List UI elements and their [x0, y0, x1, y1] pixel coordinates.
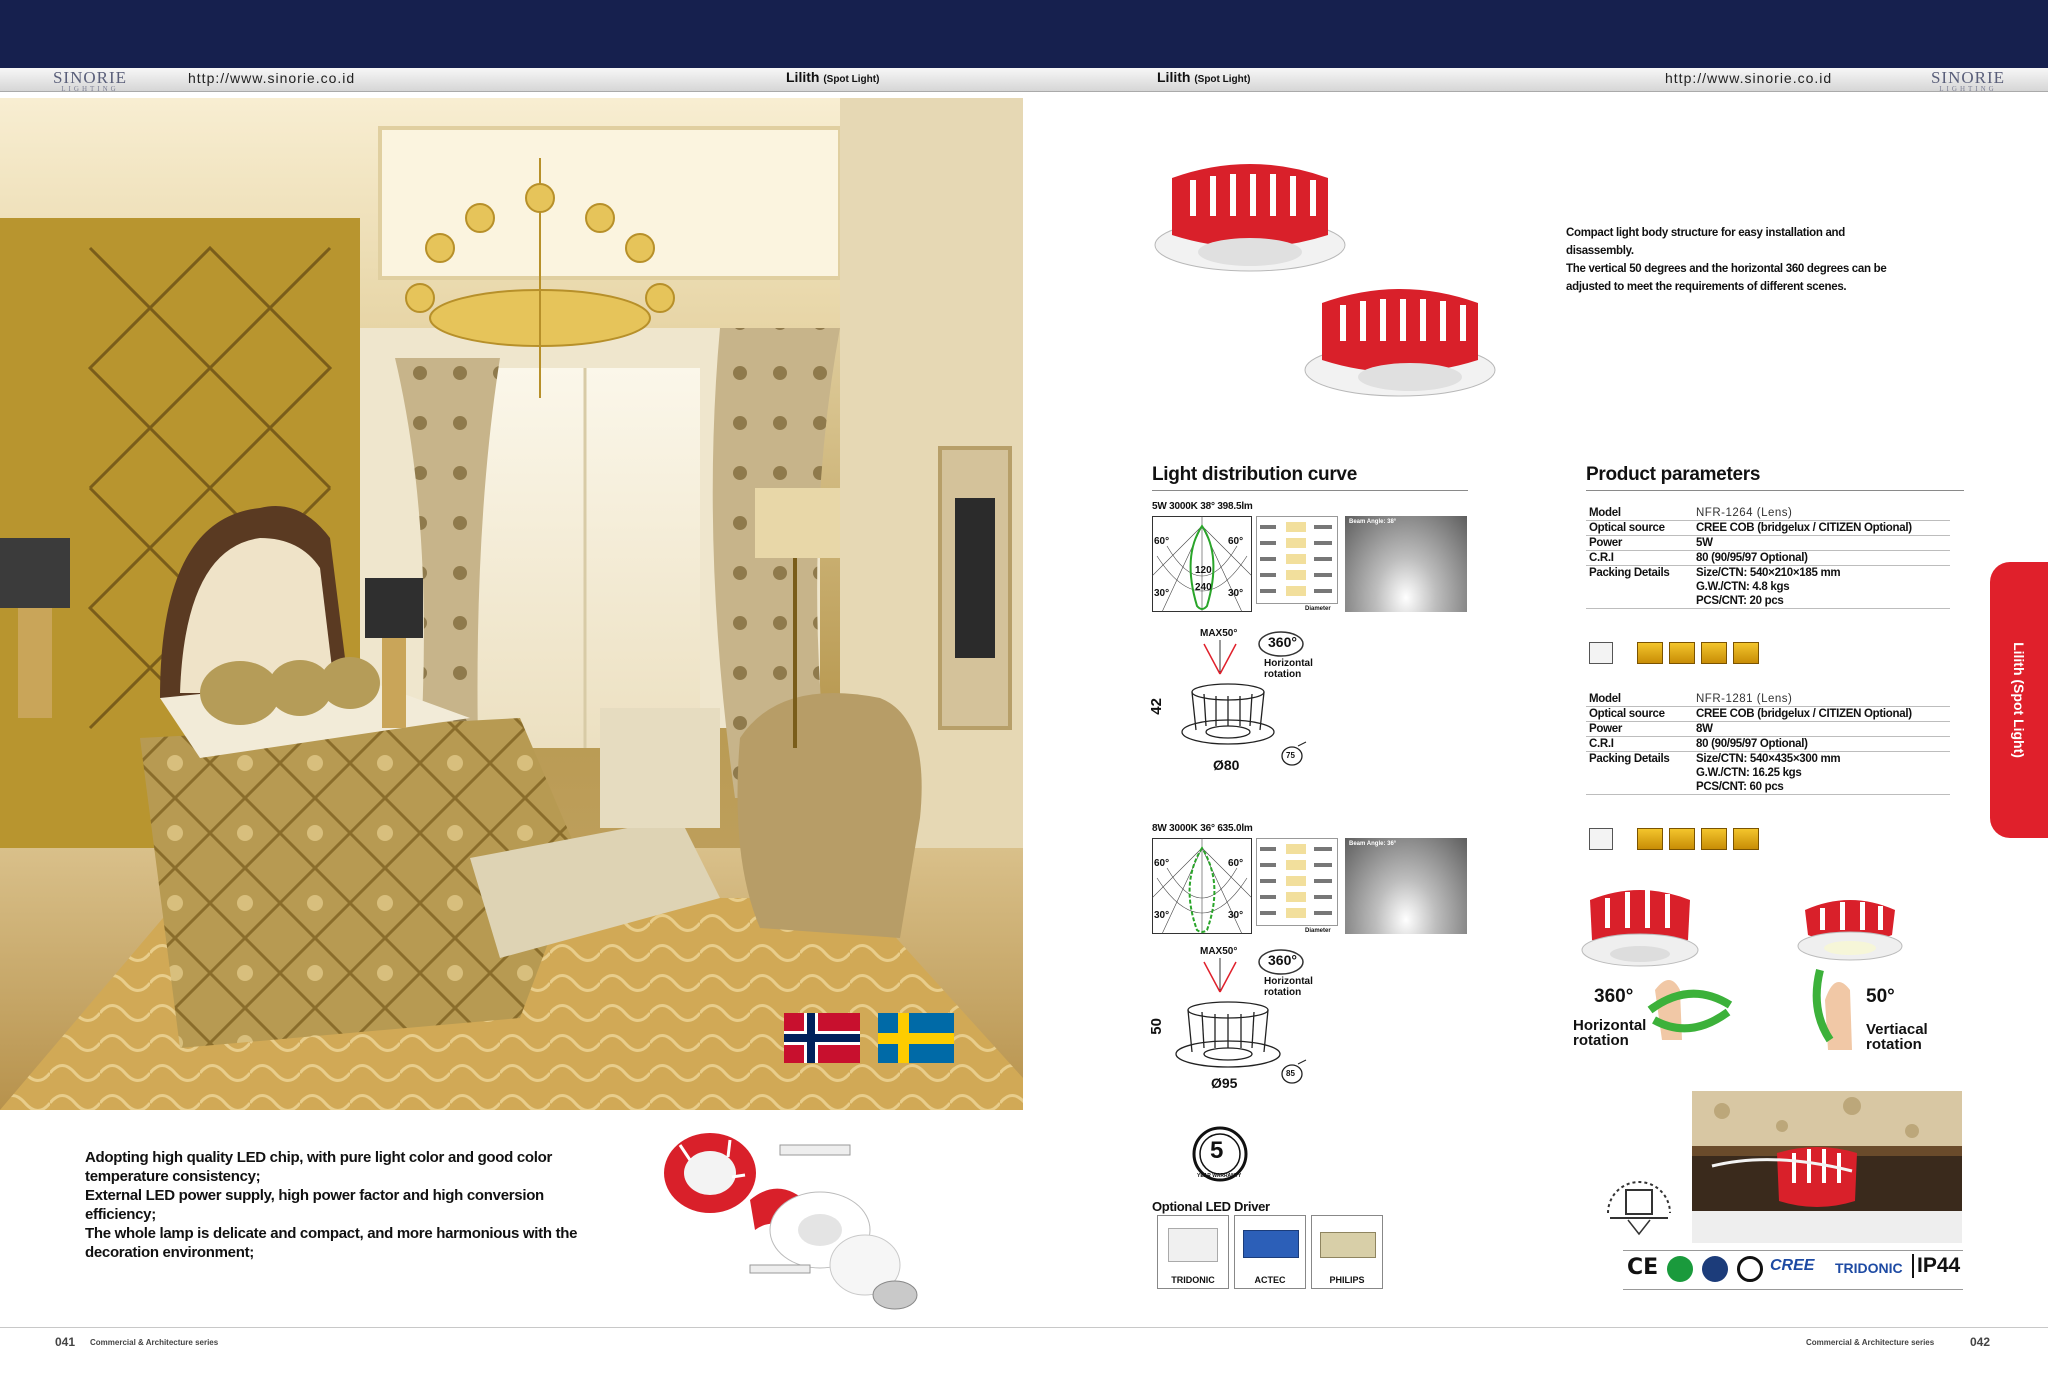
lamp-warning-icon — [1589, 828, 1613, 850]
diameter-dimension: Ø95 — [1211, 1075, 1238, 1091]
feature-item: Adopting high quality LED chip, with pure light color and good color temperature consistency; — [85, 1149, 553, 1185]
parameter-table-1 — [1586, 506, 1950, 609]
bedroom-illustration — [0, 98, 1023, 1110]
page-number-left: 041 — [55, 1335, 76, 1349]
angle-label: 30° — [1154, 588, 1170, 599]
warranty-number: 5 — [1210, 1137, 1224, 1164]
brand-logo-left: SINORIE LIGHTING — [52, 68, 128, 93]
driver-title: Optional LED Driver — [1152, 1199, 1270, 1214]
rohs-icon — [1667, 1256, 1693, 1282]
dimmable-icon — [1637, 642, 1663, 664]
table-row: Power 5W — [1586, 536, 1950, 551]
table-row: C.R.I 80 (90/95/97 Optional) — [1586, 737, 1950, 752]
angle-label: 60° — [1154, 536, 1170, 547]
footer-divider — [0, 1327, 2048, 1328]
description-line: Compact light body structure for easy installation and disassembly. — [1566, 227, 1846, 257]
installation-photo — [1692, 1091, 1962, 1243]
lifetime-icon — [1733, 828, 1759, 850]
cutout-value: 85 — [1286, 1069, 1295, 1078]
diameter-label: Diameter — [1305, 606, 1331, 612]
beam-render-1: Beam Angle: 38° — [1345, 516, 1467, 612]
product-image-2 — [1300, 285, 1500, 405]
curve-spec-2: 8W 3000K 36° 635.0lm — [1152, 823, 1253, 834]
efficiency-icon — [1669, 828, 1695, 850]
url-right: http://www.sinorie.co.id — [1665, 70, 1833, 86]
vertical-rotation-value: 50° — [1866, 986, 1895, 1007]
description-line: The vertical 50 degrees and the horizontal 360 degrees can be adjusted to meet the requirements of different scenes. — [1566, 263, 1887, 293]
ring-label: 240 — [1195, 582, 1212, 593]
angle-label: 60° — [1154, 858, 1170, 869]
cree-logo: CREE — [1770, 1257, 1815, 1274]
rotation-label: Horizontal rotation — [1264, 658, 1313, 680]
insulation-cover-icon — [1598, 1168, 1680, 1238]
product-image-1 — [1150, 160, 1350, 280]
diameter-dimension: Ø80 — [1213, 757, 1240, 773]
sweden-flag-icon — [878, 1013, 954, 1063]
angle-label: 60° — [1228, 536, 1244, 547]
horizontal-rotation-value: 360° — [1594, 986, 1634, 1007]
ce-mark-icon: CE — [1627, 1255, 1659, 1280]
tilt-angle-icon — [1198, 956, 1242, 994]
ra-icon — [1701, 828, 1727, 850]
table-row: Packing Details Size/CTN: 540×210×185 mm G.W./CTN: 4.8 kgs PCS/CNT: 20 pcs — [1586, 566, 1950, 609]
table-row: Packing Details Size/CTN: 540×435×300 mm G.W./CTN: 16.25 kgs PCS/CNT: 60 pcs — [1586, 752, 1950, 795]
max-angle-label: MAX50° — [1200, 946, 1238, 957]
certification-icons-1 — [1589, 642, 1759, 664]
certification-icons-2 — [1589, 828, 1759, 850]
illuminance-table-1 — [1256, 516, 1338, 604]
driver-label: ACTEC — [1254, 1275, 1286, 1285]
table-row: C.R.I 80 (90/95/97 Optional) — [1586, 551, 1950, 566]
product-description — [1566, 224, 1906, 296]
horizontal-rotation-label: Horizontal rotation — [1573, 1017, 1647, 1049]
light-distribution-title: Light distribution curve — [1152, 464, 1357, 485]
parameter-table-2 — [1586, 692, 1950, 795]
tilt-angle-icon — [1198, 638, 1242, 676]
angle-label: 60° — [1228, 858, 1244, 869]
curve-spec-1: 5W 3000K 38° 398.5lm — [1152, 501, 1253, 512]
beam-render-2: Beam Angle: 36° — [1345, 838, 1467, 934]
url-left: http://www.sinorie.co.id — [188, 70, 356, 86]
driver-label: PHILIPS — [1329, 1275, 1365, 1285]
angle-label: 30° — [1154, 910, 1170, 921]
table-row: Model NFR-1281 (Lens) — [1586, 692, 1950, 707]
parameters-title: Product parameters — [1586, 464, 1761, 485]
height-dimension: 50 — [1148, 1018, 1165, 1035]
brand-logo-right: SINORIE LIGHTING — [1930, 68, 2006, 93]
lamp-drawing-1 — [1178, 680, 1278, 750]
ra-icon — [1701, 642, 1727, 664]
norway-flag-icon — [784, 1013, 860, 1063]
lamp-drawing-2 — [1172, 998, 1284, 1074]
vertical-rotation-label: Vertiacal rotation — [1866, 1021, 1928, 1053]
bedroom-photo — [0, 98, 1023, 1110]
ring-label: 120 — [1195, 565, 1212, 576]
page-number-right: 042 — [1970, 1335, 1991, 1349]
side-tab: Lilith (Spot Light) — [1990, 562, 2048, 838]
header-title-left: Lilith (Spot Light) — [786, 69, 880, 85]
feature-item: External LED power supply, high power factor and high conversion efficiency; — [85, 1187, 544, 1223]
driver-card — [1157, 1215, 1229, 1289]
series-label-right: Commercial & Architecture series — [1806, 1338, 1935, 1347]
ccc-icon — [1702, 1256, 1728, 1282]
ip-rating: IP44 — [1912, 1254, 1960, 1278]
cqc-icon — [1737, 1256, 1763, 1282]
table-row: Optical source CREE COB (bridgelux / CITIZEN Optional) — [1586, 521, 1950, 536]
table-row: Model NFR-1264 (Lens) — [1586, 506, 1950, 521]
feature-item: The whole lamp is delicate and compact, and more harmonious with the decoration environment; — [85, 1225, 578, 1261]
lifetime-icon — [1733, 642, 1759, 664]
max-angle-label: MAX50° — [1200, 628, 1238, 639]
height-dimension: 42 — [1148, 698, 1165, 715]
driver-card — [1234, 1215, 1306, 1289]
warranty-text: YEAR WARRANTY — [1197, 1173, 1242, 1179]
rotation-value: 360° — [1268, 634, 1297, 650]
divider — [1152, 490, 1468, 491]
driver-image — [1320, 1232, 1376, 1258]
driver-image — [1168, 1228, 1218, 1262]
header-band — [0, 0, 2048, 68]
efficiency-icon — [1669, 642, 1695, 664]
tridonic-logo: TRIDONIC — [1835, 1260, 1903, 1276]
angle-label: 30° — [1228, 588, 1244, 599]
driver-image — [1243, 1230, 1299, 1258]
rotation-label: Horizontal rotation — [1264, 976, 1313, 998]
feature-list — [85, 1148, 595, 1262]
driver-card — [1311, 1215, 1383, 1289]
diameter-label: Diameter — [1305, 928, 1331, 934]
lamp-warning-icon — [1589, 642, 1613, 664]
dimmable-icon — [1637, 828, 1663, 850]
series-label-left: Commercial & Architecture series — [90, 1338, 219, 1347]
rotation-value: 360° — [1268, 952, 1297, 968]
table-row: Power 8W — [1586, 722, 1950, 737]
table-row: Optical source CREE COB (bridgelux / CITIZEN Optional) — [1586, 707, 1950, 722]
illuminance-table-2 — [1256, 838, 1338, 926]
cutout-value: 75 — [1286, 751, 1295, 760]
angle-label: 30° — [1228, 910, 1244, 921]
driver-label: TRIDONIC — [1171, 1275, 1215, 1285]
exploded-product-image — [650, 1115, 930, 1310]
divider — [1586, 490, 1964, 491]
header-title-right: Lilith (Spot Light) — [1157, 69, 1251, 85]
